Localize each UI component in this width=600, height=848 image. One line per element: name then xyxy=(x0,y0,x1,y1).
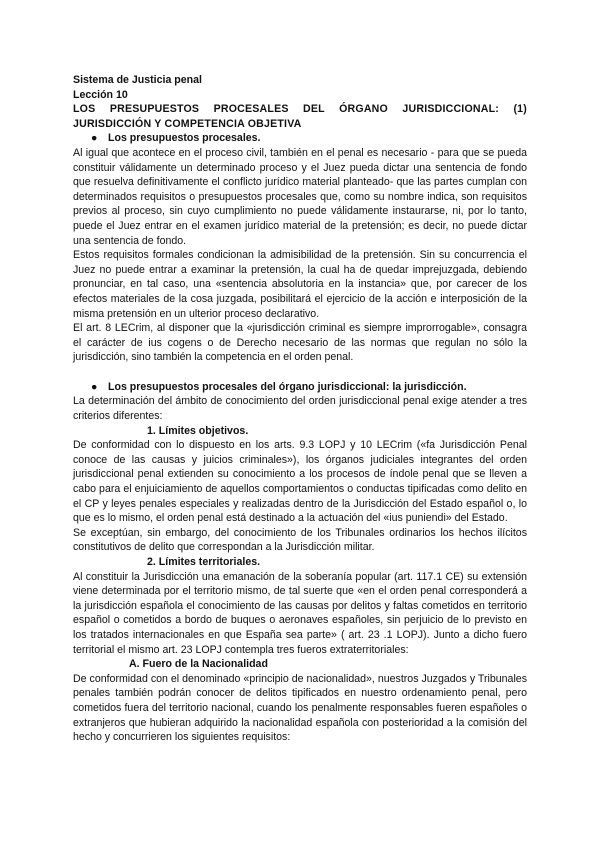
paragraph: La determinación del ámbito de conocimiento del orden jurisdiccional penal exige atender a tres criterios diferentes: xyxy=(73,395,527,423)
subheading-fuero-nacionalidad: A. Fuero de la Nacionalidad xyxy=(129,658,268,671)
lesson-title: LOS PRESUPUESTOS PROCESALES DEL ÓRGANO JURISDICCIONAL: (1) JURISDICCIÓN Y COMPETENCIA OBJETIVA xyxy=(73,103,527,130)
section-heading-presupuestos xyxy=(73,131,527,146)
section-heading-text: Los presupuestos procesales. xyxy=(108,132,261,145)
spacer xyxy=(73,365,527,380)
paragraph: Estos requisitos formales condicionan la admisibilidad de la pretensión. Sin su concurrencia el Juez no puede entrar a examinar la pretensión, la cual ha de quedar imprejuzgada, debiendo pronunciar, en tal caso, una «sentencia absolutoria en la instancia» que, por carecer de los efectos materiales de la cosa juzgada, posibilitará el ejercicio de la acción e interposición de la misma pretensión en un ulterior proceso declarativo. xyxy=(73,249,527,320)
section-heading-jurisdiccion xyxy=(73,380,527,395)
lesson-number: Lección 10 xyxy=(73,88,128,101)
paragraph: De conformidad con lo dispuesto en los arts. 9.3 LOPJ y 10 LECrim («fa Jurisdicción Penal conoce de las causas y juicios criminales»), los órganos judiciales integrantes del orden jurisdiccional penal extienden su conocimiento a los procesos de índole penal que se lleven a cabo para el enjuiciamiento de aquellos comportamientos o conductas tipificadas como delito en el CP y leyes penales especiales y realizadas dentro de la Jurisdicción del Estado español o, lo que es lo mismo, el orden penal está destinado a la actuación del «ius puniendi» del Estado. xyxy=(73,439,527,525)
paragraph: Al igual que acontece en el proceso civil, también en el penal es necesario - para que se pueda constituir válidamente un determinado proceso y el Juez pueda dictar una sentencia de fondo que resuelva definitivamente el conflicto jurídico material planteado- que las partes cumplan con determinados requisitos o presupuestos procesales que, como su nombre indica, son requisitos previos al proceso, sin cuyo cumplimiento no puede válidamente instaurarse, ni, por lo tanto, puede el Juez entrar en el examen jurídico material de la pretensión; es decir, no puede dictar una sentencia de fondo. xyxy=(73,146,527,247)
document-body xyxy=(73,73,527,745)
subheading-limites-territoriales: 2. Límites territoriales. xyxy=(147,556,261,568)
section-heading-text: Los presupuestos procesales del órgano jurisdiccional: la jurisdicción. xyxy=(108,380,467,393)
paragraph: El art. 8 LECrim, al disponer que la «jurisdicción criminal es siempre improrrogable», consagra el carácter de ius cogens o de Derecho necesario de las normas que regulan no sólo la jurisdicción, sino también la competencia en el orden penal. xyxy=(73,322,527,364)
paragraph: Al constituir la Jurisdicción una emanación de la soberanía popular (art. 117.1 CE) su extensión viene determinada por el territorio mismo, de tal suerte que «en el orden penal corresponderá a la jurisdicción española el conocimiento de las causas por delitos y faltas cometidos en territorio español o cometidos a bordo de buques o aeronaves españoles, sin perjuicio de lo previsto en los tratados internacionales en que España sea parte» ( art. 23 .1 LOPJ). Junto a dicho fuero territorial el mismo art. 23 LOPJ contempla tres fueros extraterritoriales: xyxy=(73,570,527,656)
bullet-icon: ● xyxy=(91,132,98,145)
bullet-icon: ● xyxy=(91,380,98,393)
subheading-limites-objetivos: 1. Límites objetivos. xyxy=(147,424,249,437)
paragraph: Se exceptúan, sin embargo, del conocimiento de los Tribunales ordinarios los hechos ilícitos constitutivos de delito que correspondan a la Jurisdicción militar. xyxy=(73,526,527,554)
paragraph: De conformidad con el denominado «principio de nacionalidad», nuestros Juzgados y Tribunales penales también podrán conocer de delitos tipificados en nuestro ordenamiento penal, pero cometidos fuera del territorio nacional, cuando los penalmente responsables fueren españoles o extranjeros que hubieran adquirido la nacionalidad española con posterioridad a la comisión del hecho y concurrieren los siguientes requisitos: xyxy=(73,672,527,744)
course-title: Sistema de Justicia penal xyxy=(73,74,202,86)
